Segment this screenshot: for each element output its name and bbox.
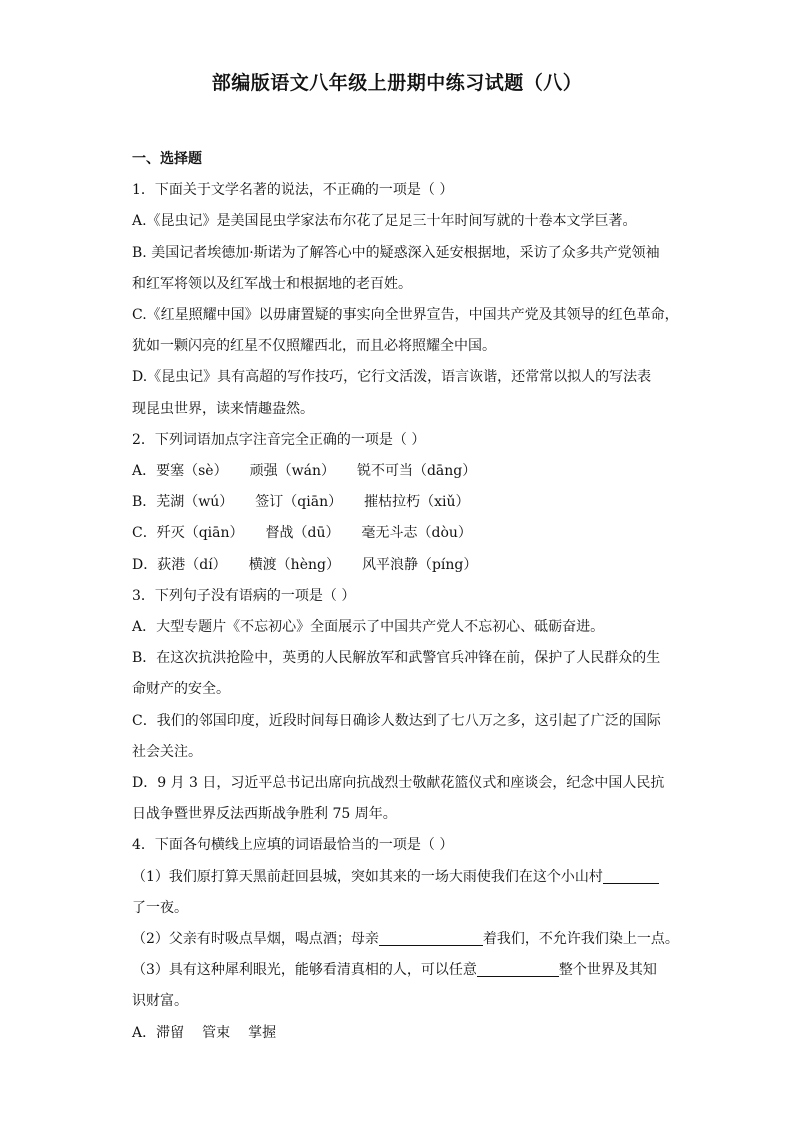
sentence-text: （2）父亲有时吸点旱烟，喝点酒；母亲 bbox=[132, 931, 379, 948]
q1-line: D.《昆虫记》具有高超的写作技巧，它行文活泼，语言诙谐，还常常以拟人的写法表 bbox=[132, 369, 652, 386]
q4-sentence-2 bbox=[132, 924, 679, 955]
option-word: 顽强（wán） bbox=[249, 463, 335, 480]
sentence-text: （3）具有这种犀利眼光，能够看清真相的人，可以任意 bbox=[132, 962, 477, 979]
q4-sentence-3 bbox=[132, 955, 664, 986]
option-word: 督战（dū） bbox=[265, 525, 340, 542]
option-word: 要塞（sè） bbox=[156, 463, 228, 480]
page-title: 部编版语文八年级上册期中练习试题（八） bbox=[211, 72, 583, 94]
q3-line: 社会关注。 bbox=[132, 743, 202, 760]
option-label: A． bbox=[132, 1024, 157, 1041]
q2-option-a bbox=[132, 456, 664, 487]
exam-content bbox=[132, 144, 679, 1049]
q3-line: 命财产的安全。 bbox=[132, 681, 230, 698]
option-label: D． bbox=[132, 556, 158, 573]
answer-blank bbox=[379, 927, 483, 946]
q2-option-d bbox=[132, 550, 664, 581]
q3-line: 日战争暨世界反法西斯战争胜利 75 周年。 bbox=[132, 806, 397, 823]
sentence-text: 整个世界及其知 bbox=[558, 962, 657, 979]
option-word: 芜湖（wú） bbox=[156, 494, 234, 511]
q3-line: B．在这次抗洪抢险中，英勇的人民解放军和武警官兵冲锋在前，保护了人民群众的生 bbox=[132, 650, 661, 667]
section-heading: 一、选择题 bbox=[132, 151, 202, 167]
option-word: 摧枯拉朽（xiǔ） bbox=[364, 494, 470, 511]
option-word: 管束 bbox=[202, 1024, 231, 1041]
option-word: 歼灭（qiān） bbox=[156, 525, 244, 542]
option-word: 风平浪静（píng） bbox=[361, 556, 478, 573]
answer-blank bbox=[477, 958, 559, 977]
q3-line: A．大型专题片《不忘初心》全面展示了中国共产党人不忘初心、砥砺奋进。 bbox=[132, 619, 605, 636]
option-label: B． bbox=[132, 494, 157, 511]
q1-line: B. 美国记者埃德加·斯诺为了解答心中的疑惑深入延安根据地，采访了众多共产党领袖 bbox=[132, 244, 660, 261]
q4-option-a bbox=[132, 1018, 664, 1049]
q4-sentence-1-cont: 了一夜。 bbox=[132, 899, 188, 916]
q3-line: D．9 月 3 日，习近平总书记出席向抗战烈士敬献花篮仪式和座谈会，纪念中国人民抗 bbox=[132, 775, 665, 792]
question-3-stem: 3．下列句子没有语病的一项是（ ） bbox=[132, 587, 356, 604]
q1-line: A.《昆虫记》是美国昆虫学家法布尔花了足足三十年时间写就的十卷本文学巨著。 bbox=[132, 213, 637, 230]
q2-option-b bbox=[132, 487, 664, 518]
option-word: 签订（qiān） bbox=[255, 494, 343, 511]
option-word: 毫无斗志（dòu） bbox=[361, 525, 472, 542]
question-1-stem: 1．下面关于文学名著的说法，不正确的一项是（ ） bbox=[132, 182, 454, 199]
sentence-text: 着我们，不允许我们染上一点。 bbox=[482, 931, 679, 948]
question-2-stem: 2．下列词语加点字注音完全正确的一项是（ ） bbox=[132, 431, 426, 448]
answer-blank bbox=[603, 865, 659, 884]
q4-sentence-1 bbox=[132, 862, 664, 893]
option-label: C． bbox=[132, 525, 157, 542]
q4-sentence-3-cont: 识财富。 bbox=[132, 993, 188, 1010]
q1-line: 现昆虫世界，读来情趣盎然。 bbox=[132, 400, 314, 417]
option-word: 掌握 bbox=[248, 1024, 277, 1041]
option-label: A． bbox=[132, 463, 157, 480]
question-4-stem: 4．下面各句横线上应填的词语最恰当的一项是（ ） bbox=[132, 837, 454, 854]
option-word: 荻港（dí） bbox=[157, 556, 227, 573]
q3-line: C．我们的邻国印度，近段时间每日确诊人数达到了七八万之多，这引起了广泛的国际 bbox=[132, 712, 661, 729]
q1-line: C.《红星照耀中国》以毋庸置疑的事实向全世界宣告，中国共产党及其领导的红色革命， bbox=[132, 307, 679, 324]
q1-line: 和红军将领以及红军战士和根据地的老百姓。 bbox=[132, 275, 412, 292]
sentence-text: （1）我们原打算天黑前赶回县城，突如其来的一场大雨使我们在这个小山村 bbox=[132, 868, 603, 885]
q2-option-c bbox=[132, 518, 664, 549]
q1-line: 犹如一颗闪亮的红星不仅照耀西北，而且必将照耀全中国。 bbox=[132, 338, 496, 355]
option-word: 横渡（hèng） bbox=[248, 556, 340, 573]
option-word: 滞留 bbox=[156, 1024, 185, 1041]
option-word: 锐不可当（dāng） bbox=[356, 463, 477, 480]
